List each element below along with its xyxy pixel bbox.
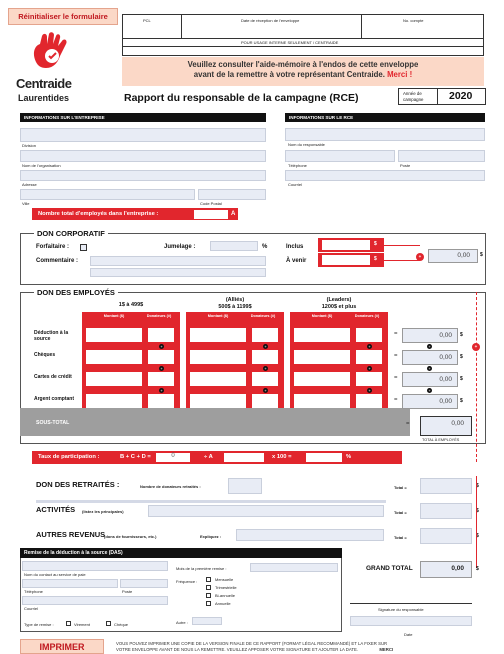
donors-field[interactable] xyxy=(148,372,174,386)
postal-field[interactable] xyxy=(198,189,266,200)
plus-icon: + xyxy=(264,344,267,349)
logo-region: Laurentides xyxy=(18,93,70,103)
employees-total-field[interactable] xyxy=(194,210,228,219)
flat-checkbox[interactable] xyxy=(80,244,87,251)
other-explain-field[interactable] xyxy=(236,529,384,541)
included-field[interactable] xyxy=(322,240,370,250)
das-first-month-field[interactable] xyxy=(250,563,338,572)
amount-field[interactable] xyxy=(86,394,142,408)
donors-field[interactable] xyxy=(356,394,382,408)
employees-total-bar xyxy=(32,208,238,220)
donors-field[interactable] xyxy=(148,350,174,364)
office-col-account: No. compte xyxy=(403,18,424,23)
das-first-month-label: Mois de la première remise : xyxy=(176,566,227,571)
participation-formula: B + C + D = xyxy=(120,454,151,460)
participation-sum-field xyxy=(156,453,190,462)
year-label-1: Année de xyxy=(403,91,422,96)
division-field[interactable] xyxy=(20,128,266,142)
amount-column-header: Montant ($) xyxy=(311,314,333,318)
activities-sub: (listez les principales) xyxy=(82,509,124,514)
row-equals-sign: = xyxy=(394,353,398,359)
postal-label: Code Postal xyxy=(200,201,222,206)
rce-phone-field[interactable] xyxy=(285,150,395,162)
row-total-dollar: $ xyxy=(460,398,463,404)
employee-row-label: Argent comptant xyxy=(34,396,74,402)
frequency-checkbox[interactable] xyxy=(206,577,211,582)
participation-divide: ÷ A xyxy=(204,454,213,460)
year-label-2: campagne xyxy=(403,97,424,102)
to-come-dollar: $ xyxy=(374,256,377,262)
office-col-pcl: PCL xyxy=(143,18,151,23)
row-total-dollar: $ xyxy=(460,332,463,338)
participation-result-field xyxy=(306,453,342,462)
rce-name-field[interactable] xyxy=(285,128,485,141)
logo-name: Centraide xyxy=(16,76,72,91)
das-phone-field[interactable] xyxy=(22,579,118,588)
other-title: AUTRES REVENUS xyxy=(36,530,106,539)
grand-total-value: 0,00 xyxy=(451,565,464,572)
employees-title: DON DES EMPLOYÉS xyxy=(34,288,118,297)
retirees-total-field[interactable] xyxy=(420,478,472,494)
other-dollar: $ xyxy=(476,533,479,539)
das-cheque-checkbox[interactable] xyxy=(106,621,111,626)
group-tier-label: (Alliés) xyxy=(225,297,245,303)
other-sub: (dons de fournisseurs, etc.) xyxy=(104,534,157,539)
row-equals-sign: = xyxy=(394,375,398,381)
comment-label: Commentaire : xyxy=(36,258,79,264)
corporate-plus-icon: + xyxy=(416,253,424,261)
included-box xyxy=(318,238,384,252)
activities-field[interactable] xyxy=(148,505,384,517)
das-email-label: Courriel xyxy=(24,606,39,611)
das-transfer-label: Virement xyxy=(74,622,90,627)
total-employees-label: TOTAL À EMPLOYÉS xyxy=(422,438,460,442)
comment-field-2[interactable] xyxy=(90,268,266,277)
participation-a-field xyxy=(224,453,264,462)
signature-label: Signature du responsable xyxy=(378,607,424,612)
total-employees-value: 0,00 xyxy=(451,420,464,427)
amount-column-header: Montant ($) xyxy=(207,314,229,318)
amount-field[interactable] xyxy=(190,350,246,364)
footer-note-2: VOTRE ENVELOPPE AVANT DE NOUS LA REMETTRE. VEUILLEZ APPOSER VOTRE SIGNATURE ET AJOUTER LA DATE. xyxy=(116,647,359,652)
participation-sum-value: 0 xyxy=(171,453,175,459)
donors-field[interactable] xyxy=(148,328,174,342)
amount-field[interactable] xyxy=(190,328,246,342)
matching-percent: % xyxy=(262,244,268,250)
company-header: INFORMATIONS SUR L'ENTREPRISE xyxy=(20,113,266,122)
plus-icon: + xyxy=(428,366,431,371)
participation-percent: % xyxy=(346,454,352,460)
print-button[interactable]: IMPRIMER xyxy=(20,639,104,654)
plus-icon: + xyxy=(160,344,163,349)
row-total-dollar: $ xyxy=(460,376,463,382)
frequency-option-label: Bi-annuelle xyxy=(215,593,236,598)
notice-banner xyxy=(122,57,484,86)
plus-icon: + xyxy=(264,388,267,393)
office-use-table xyxy=(122,14,484,56)
activities-total-field[interactable] xyxy=(420,503,472,519)
das-other-field[interactable] xyxy=(192,617,222,625)
row-equals-sign: = xyxy=(394,331,398,337)
row-equals-sign: = xyxy=(394,397,398,403)
amount-field[interactable] xyxy=(86,372,142,386)
amount-column-header: Montant ($) xyxy=(103,314,125,318)
corporate-total-dollar: $ xyxy=(480,252,483,258)
office-col-date: Date de réception de l'enveloppe xyxy=(241,18,300,23)
rce-name-label: Nom du responsable xyxy=(288,142,325,147)
corporate-title: DON CORPORATIF xyxy=(34,229,108,238)
to-come-label: À venir xyxy=(286,258,307,264)
amount-field[interactable] xyxy=(294,350,350,364)
employees-total-label: Nombre total d'employés dans l'entreprise : xyxy=(38,210,159,217)
rce-email-label: Courriel xyxy=(288,182,303,187)
amount-field[interactable] xyxy=(86,350,142,364)
amount-field[interactable] xyxy=(190,372,246,386)
das-phone-label: Téléphone xyxy=(24,589,43,594)
division-label: Division xyxy=(22,143,37,148)
to-come-box xyxy=(318,253,384,267)
donors-field[interactable] xyxy=(356,372,382,386)
retirees-total-label: Total = xyxy=(394,485,407,490)
flat-label: Forfaitaire : xyxy=(36,244,70,250)
centraide-logo xyxy=(14,32,96,110)
plus-icon: + xyxy=(428,388,431,393)
to-come-field[interactable] xyxy=(322,255,370,265)
group-header-1 xyxy=(82,302,180,309)
activities-total-label: Total = xyxy=(394,510,407,515)
year-box xyxy=(398,88,486,105)
city-label: Ville xyxy=(22,201,30,206)
date-label: Date xyxy=(404,632,413,637)
hand-logo-icon xyxy=(28,32,78,76)
retirees-line[interactable] xyxy=(36,500,386,503)
amount-field[interactable] xyxy=(294,394,350,408)
comment-field[interactable] xyxy=(90,256,266,266)
org-name-label: Nom de l'organisation xyxy=(22,163,61,168)
date-field[interactable] xyxy=(350,616,472,626)
rce-ext-label: Poste xyxy=(400,163,411,168)
amount-field[interactable] xyxy=(86,328,142,342)
donors-field[interactable] xyxy=(252,328,278,342)
row-total-value: 0,00 xyxy=(439,376,452,383)
page-title: Rapport du responsable de la campagne (RCE) xyxy=(124,92,359,104)
plus-icon: + xyxy=(160,366,163,371)
donors-column-header: Donateurs (#) xyxy=(146,314,172,318)
plus-icon: + xyxy=(428,344,431,349)
other-total-field[interactable] xyxy=(420,528,472,544)
rce-ext-field[interactable] xyxy=(398,150,485,162)
subtotal-band xyxy=(20,408,410,436)
row-total-value: 0,00 xyxy=(439,398,452,405)
plus-icon: + xyxy=(368,344,371,349)
donors-field[interactable] xyxy=(252,394,278,408)
employee-row-label: Déduction à la source xyxy=(34,330,69,342)
notice-thanks: Merci ! xyxy=(387,70,413,79)
footer-note xyxy=(116,641,393,653)
das-other-label: Autre : xyxy=(176,620,188,625)
retirees-dollar: $ xyxy=(476,483,479,489)
retirees-donors-field[interactable] xyxy=(228,478,262,494)
corporate-total-value: 0,00 xyxy=(457,252,470,259)
donors-column-header: Donateurs (#) xyxy=(250,314,276,318)
footer-thanks: MERCI xyxy=(379,647,394,652)
grand-total-dollar: $ xyxy=(476,566,479,572)
frequency-option-label: Annuelle xyxy=(215,601,231,606)
signature-field[interactable] xyxy=(350,590,472,604)
activities-dollar: $ xyxy=(476,508,479,514)
das-email-field[interactable] xyxy=(22,596,168,605)
rce-email-field[interactable] xyxy=(285,170,485,181)
group-header-3 xyxy=(290,297,388,310)
frequency-checkbox[interactable] xyxy=(206,593,211,598)
donors-column-header: Donateurs (#) xyxy=(354,314,380,318)
group-range-label: 500$ à 1199$ xyxy=(218,303,252,310)
das-frequency-label: Fréquence : xyxy=(176,579,198,584)
employee-row-label: Chèques xyxy=(34,352,56,358)
das-cheque-label: Chèque xyxy=(114,622,129,627)
donors-field[interactable] xyxy=(252,350,278,364)
das-transfer-checkbox[interactable] xyxy=(66,621,71,626)
frequency-checkbox[interactable] xyxy=(206,585,211,590)
group-tier-label: (Leaders) xyxy=(326,297,352,303)
group-range-label: 1$ à 499$ xyxy=(118,302,144,308)
row-total-value: 0,00 xyxy=(439,332,452,339)
participation-times: x 100 = xyxy=(272,454,292,460)
plus-icon: + xyxy=(264,366,267,371)
rce-phone-label: Téléphone xyxy=(288,163,307,168)
donors-field[interactable] xyxy=(148,394,174,408)
group-range-label: 1200$ et plus xyxy=(321,303,357,310)
included-label: Inclus xyxy=(286,244,304,250)
frequency-option-label: Mensuelle xyxy=(215,577,234,582)
grand-total-label: GRAND TOTAL xyxy=(366,565,413,572)
reset-form-button[interactable]: Réinitialiser le formulaire xyxy=(8,8,118,25)
das-ext-label: Poste xyxy=(122,589,133,594)
other-explain-label: Expliquez : xyxy=(200,534,222,539)
frequency-checkbox[interactable] xyxy=(206,601,211,606)
office-use-label: POUR USAGE INTERNE SEULEMENT / CENTRAIDE xyxy=(241,40,339,45)
retirees-title: DON DES RETRAITÉS : xyxy=(36,480,120,489)
address-label: Adresse xyxy=(22,182,37,187)
employees-plus-icon: + xyxy=(472,343,480,351)
other-total-label: Total = xyxy=(394,535,407,540)
notice-line-1: Veuillez consulter l'aide-mémoire à l'endos de cette enveloppe xyxy=(187,60,419,69)
plus-icon: + xyxy=(368,366,371,371)
employees-total-letter: A xyxy=(231,210,236,217)
amount-field[interactable] xyxy=(190,394,246,408)
matching-field[interactable] xyxy=(210,241,258,251)
activities-title: ACTIVITÉS xyxy=(36,505,76,514)
frequency-option-label: Trimestrielle xyxy=(215,585,237,590)
campaign-year: 2020 xyxy=(449,90,473,102)
notice-line-2: avant de la remettre à votre représentant Centraide. xyxy=(193,70,385,79)
participation-bar xyxy=(32,451,402,464)
plus-icon: + xyxy=(368,388,371,393)
donors-field[interactable] xyxy=(356,350,382,364)
address-field[interactable] xyxy=(20,170,266,181)
included-dollar: $ xyxy=(374,241,377,247)
matching-label: Jumelage : xyxy=(164,244,196,250)
das-contact-label: Nom du contact au service de paie xyxy=(24,572,86,577)
subtotal-label: SOUS-TOTAL xyxy=(36,420,70,426)
footer-note-1: VOUS POUVEZ IMPRIMER UNE COPIE DE LA VERSION FINALE DE CE RAPPORT (FORMAT LÉGAL RECOMMANDÉ) ET LA FIXER SUR xyxy=(116,641,388,646)
donors-field[interactable] xyxy=(252,372,278,386)
participation-label: Taux de participation : xyxy=(38,454,100,460)
amount-field[interactable] xyxy=(294,328,350,342)
amount-field[interactable] xyxy=(294,372,350,386)
rce-header: INFORMATIONS SUR LE RCE xyxy=(285,113,485,122)
total-equals-sign: = xyxy=(406,421,410,427)
retirees-donors-label: Nombre de donateurs retraités : xyxy=(140,484,201,489)
das-contact-field[interactable] xyxy=(22,561,168,571)
org-name-field[interactable] xyxy=(20,150,266,162)
city-field[interactable] xyxy=(20,189,195,200)
group-header-2 xyxy=(186,297,284,310)
das-header: Remise de la déduction à la source (DAS) xyxy=(20,548,342,558)
donors-field[interactable] xyxy=(356,328,382,342)
das-ext-field[interactable] xyxy=(120,579,168,588)
plus-icon: + xyxy=(160,388,163,393)
row-total-dollar: $ xyxy=(460,354,463,360)
das-remit-type-label: Type de remise : xyxy=(24,622,54,627)
employee-row-label: Cartes de crédit xyxy=(34,374,72,380)
row-total-value: 0,00 xyxy=(439,354,452,361)
